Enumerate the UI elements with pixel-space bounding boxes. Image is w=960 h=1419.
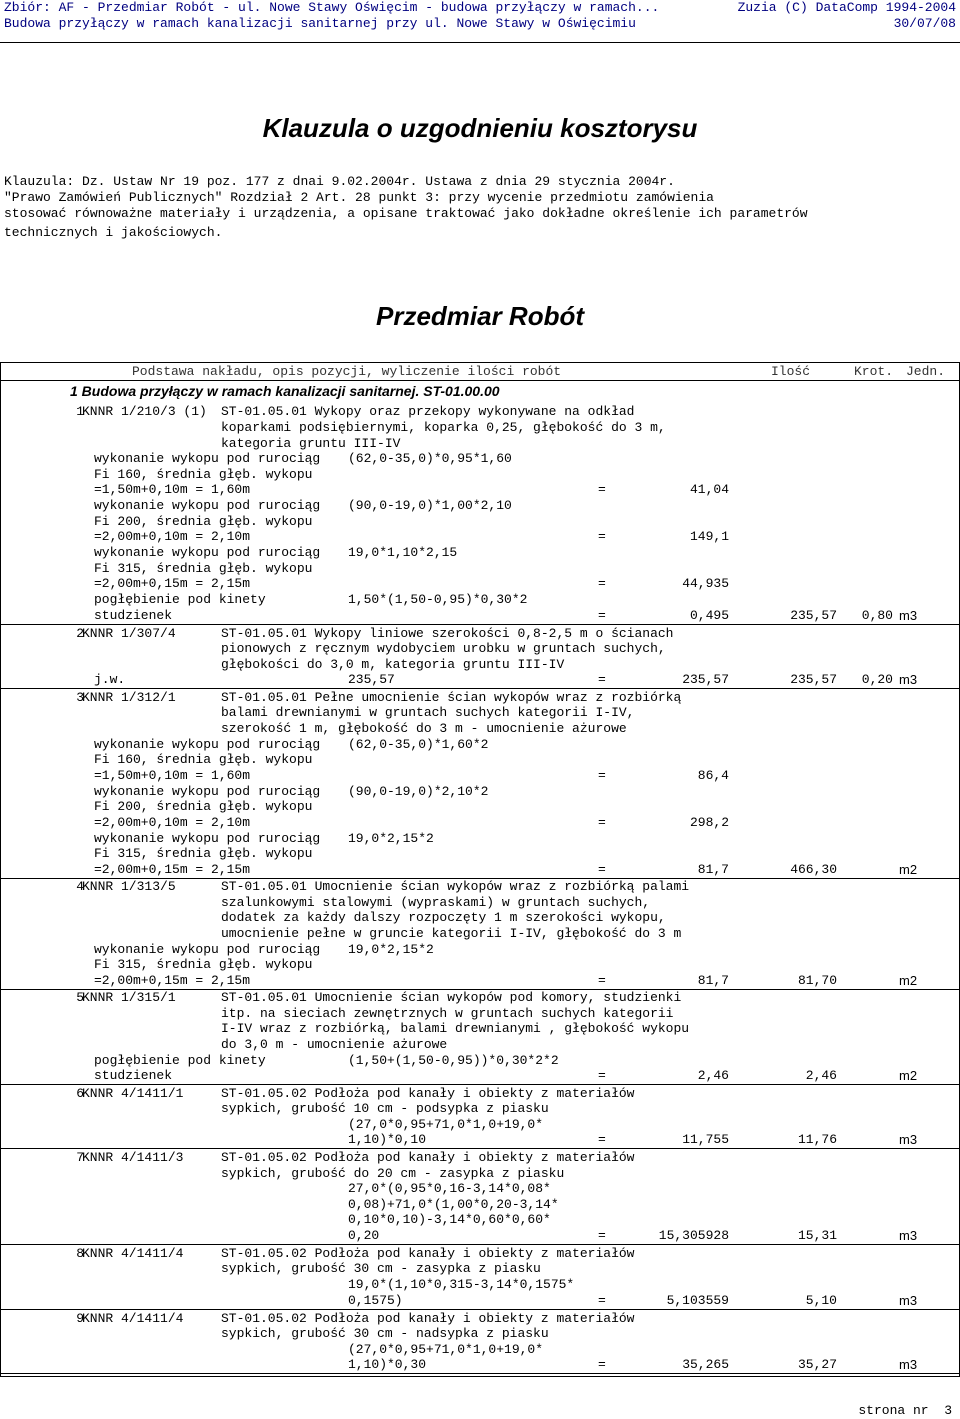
cell-formula: (1,50+(1,50-0,95))*0,30*2*2: [348, 1053, 559, 1068]
cell-eq: =: [598, 1357, 606, 1372]
cell-val: 149,1: [689, 529, 729, 544]
cell-eq: =: [598, 576, 606, 591]
cell-text: ST-01.05.01 Umocnienie ścian wykopów pod komory, studzienki: [221, 990, 682, 1005]
cell-label: wykonanie wykopu pod rurociąg: [94, 498, 321, 513]
klauzula-line: stosować równoważne materiały i urządzenia, a opisane traktować jako dokładne określenie ich parametrów: [4, 206, 808, 221]
cell-formula: 235,57: [348, 672, 395, 687]
cell-text: itp. na sieciach zewnętrznych w gruntach suchych kategorii: [221, 1006, 674, 1021]
cell-formula: (62,0-35,0)*0,95*1,60: [348, 451, 512, 466]
cell-val: 44,935: [682, 576, 729, 591]
cell-text: szalunkowymi stalowymi (wypraskami) w gruntach suchych,: [221, 895, 651, 910]
cell-qty: 15,31: [797, 1228, 837, 1243]
klauzula-line: Klauzula: Dz. Ustaw Nr 19 poz. 177 z dnai 9.02.2004r. Ustawa z dnia 29 stycznia 2004r.: [4, 174, 675, 189]
cell-label: Fi 315, średnia głęb. wykopu: [94, 957, 313, 972]
cell-text: ST-01.05.02 Podłoża pod kanały i obiekty z materiałów: [221, 1246, 635, 1261]
cell-no: 6: [76, 1086, 84, 1101]
cell-unit: m2: [899, 862, 918, 877]
item-separator: [0, 1084, 960, 1085]
cell-text: ST-01.05.02 Podłoża pod kanały i obiekty z materiałów: [221, 1311, 635, 1326]
cell-base: KNNR 1/315/1: [82, 990, 176, 1005]
cell-val: 235,57: [682, 672, 729, 687]
przedmiar-heading: Przedmiar Robót: [375, 301, 585, 331]
header-software-credit: Zuzia (C) DataComp 1994-2004: [737, 0, 956, 15]
cell-formula: 0,20: [348, 1228, 380, 1243]
cell-formula: 1,50*(1,50-0,95)*0,30*2: [348, 592, 528, 607]
cell-label: Fi 200, średnia głęb. wykopu: [94, 799, 313, 814]
cell-no: 4: [76, 879, 84, 894]
cell-text: ST-01.05.01 Umocnienie ścian wykopów wraz z rozbiórką palami: [221, 879, 690, 894]
cell-no: 2: [76, 626, 84, 641]
cell-base: KNNR 1/210/3 (1): [82, 404, 207, 419]
cell-base: KNNR 4/1411/3: [82, 1150, 184, 1165]
cell-val: 5,103559: [666, 1293, 729, 1308]
item-separator: [0, 1309, 960, 1310]
cell-formula: 1,10)*0,30: [348, 1357, 427, 1372]
cell-text: sypkich, grubość 10 cm - podsypka z piasku: [221, 1101, 549, 1116]
cell-formula: 0,10*0,10)-3,14*0,60*0,60*: [348, 1212, 551, 1227]
cell-label: j.w.: [94, 672, 126, 687]
cell-qty: 81,70: [797, 973, 837, 988]
column-header-quantity: Ilość: [771, 364, 811, 379]
cell-text: ST-01.05.01 Wykopy liniowe szerokości 0,8-2,5 m o ścianach: [221, 626, 674, 641]
cell-label: wykonanie wykopu pod rurociąg: [94, 784, 321, 799]
klauzula-line: technicznych i jakościowych.: [4, 225, 223, 240]
cell-text: ST-01.05.02 Podłoża pod kanały i obiekty z materiałów: [221, 1150, 635, 1165]
item-separator: [0, 624, 960, 625]
cell-qty: 235,57: [790, 608, 837, 623]
cell-label: pogłębienie pod kinety: [94, 1053, 266, 1068]
cell-label: =1,50m+0,10m = 1,60m: [94, 482, 251, 497]
cell-text: sypkich, grubość 30 cm - nadsypka z piasku: [221, 1326, 549, 1341]
cell-text: do 3,0 m - umocnienie ażurowe: [221, 1037, 448, 1052]
cell-val: 81,7: [697, 862, 729, 877]
cell-no: 5: [76, 990, 84, 1005]
table-left-border: [0, 362, 1, 1377]
cell-eq: =: [598, 672, 606, 687]
cell-label: Fi 160, średnia głęb. wykopu: [94, 467, 313, 482]
cell-base: KNNR 4/1411/4: [82, 1311, 184, 1326]
cell-label: =2,00m+0,15m = 2,15m: [94, 576, 251, 591]
cell-text: umocnienie pełne w gruncie kategorii I-IV, głębokość do 3 m: [221, 926, 682, 941]
header-divider: [0, 42, 960, 43]
cell-no: 9: [76, 1311, 84, 1326]
column-header-unit: Jedn.: [906, 364, 946, 379]
cell-formula: (27,0*0,95+71,0*1,0+19,0*: [348, 1342, 544, 1357]
cell-unit: m3: [899, 1357, 918, 1372]
table-top-border: [0, 362, 960, 363]
cell-label: pogłębienie pod kinety: [94, 592, 266, 607]
cell-label: Fi 160, średnia głęb. wykopu: [94, 752, 313, 767]
cell-unit: m2: [899, 1068, 918, 1083]
cell-qty: 466,30: [790, 862, 837, 877]
cell-text: kategoria gruntu III-IV: [221, 436, 401, 451]
cell-base: KNNR 4/1411/1: [82, 1086, 184, 1101]
cell-text: ST-01.05.01 Pełne umocnienie ścian wykopów wraz z rozbiórką: [221, 690, 682, 705]
cell-text: sypkich, grubość 30 cm - zasypka z piasku: [221, 1261, 541, 1276]
cell-qty: 35,27: [797, 1357, 837, 1372]
cell-krot: 0,80: [861, 608, 893, 623]
cell-eq: =: [598, 973, 606, 988]
column-header-description: Podstawa nakładu, opis pozycji, wyliczenie ilości robót: [132, 364, 562, 379]
cell-qty: 11,76: [797, 1132, 837, 1147]
cell-text: I-IV wraz z rozbiórką, balami drewnianymi , głębokość wykopu: [221, 1021, 690, 1036]
column-header-multiplier: Krot.: [854, 364, 894, 379]
item-separator: [0, 688, 960, 689]
cell-label: =2,00m+0,15m = 2,15m: [94, 862, 251, 877]
header-date: 30/07/08: [893, 16, 956, 31]
cell-label: studzienek: [94, 608, 173, 623]
cell-val: 11,755: [682, 1132, 729, 1147]
cell-label: =2,00m+0,10m = 2,10m: [94, 815, 251, 830]
cell-label: wykonanie wykopu pod rurociąg: [94, 451, 321, 466]
cell-eq: =: [598, 1293, 606, 1308]
cell-eq: =: [598, 815, 606, 830]
cell-no: 1: [76, 404, 84, 419]
cell-text: koparkami podsiębiernymi, koparka 0,25, głębokość do 3 m,: [221, 420, 666, 435]
cell-formula: (27,0*0,95+71,0*1,0+19,0*: [348, 1117, 544, 1132]
item-separator: [0, 1244, 960, 1245]
cell-val: 86,4: [697, 768, 729, 783]
cell-val: 0,495: [689, 608, 729, 623]
cell-eq: =: [598, 1068, 606, 1083]
cell-no: 8: [76, 1246, 84, 1261]
cell-text: dodatek za każdy dalszy rozpoczęty 1 m szerokości wykopu,: [221, 910, 666, 925]
cell-base: KNNR 1/312/1: [82, 690, 176, 705]
cell-label: wykonanie wykopu pod rurociąg: [94, 831, 321, 846]
page-label: strona nr: [858, 1403, 929, 1418]
cell-qty: 5,10: [805, 1293, 837, 1308]
cell-eq: =: [598, 1228, 606, 1243]
cell-unit: m3: [899, 1132, 918, 1147]
cell-qty: 235,57: [790, 672, 837, 687]
cell-text: balami drewnianymi w gruntach suchych kategorii I-IV,: [221, 705, 635, 720]
cell-text: głębokości do 3,0 m, kategoria gruntu III-IV: [221, 657, 565, 672]
item-separator: [0, 1373, 960, 1374]
cell-eq: =: [598, 529, 606, 544]
cell-formula: 27,0*(0,95*0,16-3,14*0,08*: [348, 1181, 551, 1196]
cell-unit: m3: [899, 608, 918, 623]
cell-formula: (90,0-19,0)*1,00*2,10: [348, 498, 512, 513]
cell-label: Fi 315, średnia głęb. wykopu: [94, 846, 313, 861]
cell-qty: 2,46: [805, 1068, 837, 1083]
cell-label: Fi 315, średnia głęb. wykopu: [94, 561, 313, 576]
cell-text: sypkich, grubość do 20 cm - zasypka z piasku: [221, 1166, 565, 1181]
klauzula-line: "Prawo Zamówień Publicznych" Rozdział 2 Art. 28 punkt 3: przy wycenie przedmiotu zamówienia: [4, 190, 714, 205]
cell-formula: 19,0*1,10*2,15: [348, 545, 458, 560]
cell-label: wykonanie wykopu pod rurociąg: [94, 737, 321, 752]
cell-formula: 19,0*(1,10*0,315-3,14*0,1575*: [348, 1277, 575, 1292]
cell-base: KNNR 4/1411/4: [82, 1246, 184, 1261]
cell-text: ST-01.05.02 Podłoża pod kanały i obiekty z materiałów: [221, 1086, 635, 1101]
cell-base: KNNR 1/313/5: [82, 879, 176, 894]
cell-formula: 0,08)+71,0*(1,00*0,20-3,14*: [348, 1197, 559, 1212]
cell-val: 35,265: [682, 1357, 729, 1372]
item-separator: [0, 1148, 960, 1149]
cell-formula: 1,10)*0,10: [348, 1132, 427, 1147]
cell-no: 3: [76, 690, 84, 705]
cell-text: ST-01.05.01 Wykopy oraz przekopy wykonywane na odkład: [221, 404, 635, 419]
cell-text: pionowych z ręcznym wydobyciem urobku w gruntach suchych,: [221, 641, 666, 656]
cell-no: 7: [76, 1150, 84, 1165]
cell-label: =1,50m+0,10m = 1,60m: [94, 768, 251, 783]
cell-krot: 0,20: [861, 672, 893, 687]
cell-label: wykonanie wykopu pod rurociąg: [94, 942, 321, 957]
cell-formula: 19,0*2,15*2: [348, 942, 434, 957]
cell-base: KNNR 1/307/4: [82, 626, 176, 641]
cell-val: 41,04: [689, 482, 729, 497]
section-title: 1 Budowa przyłączy w ramach kanalizacji sanitarnej. ST-01.00.00: [70, 383, 500, 399]
cell-val: 81,7: [697, 973, 729, 988]
cell-label: Fi 200, średnia głęb. wykopu: [94, 514, 313, 529]
cell-formula: 19,0*2,15*2: [348, 831, 434, 846]
cell-label: =2,00m+0,10m = 2,10m: [94, 529, 251, 544]
cell-unit: m3: [899, 672, 918, 687]
cell-eq: =: [598, 768, 606, 783]
cell-label: wykonanie wykopu pod rurociąg: [94, 545, 321, 560]
table-header-border: [0, 380, 960, 381]
cell-eq: =: [598, 608, 606, 623]
cell-formula: (90,0-19,0)*2,10*2: [348, 784, 489, 799]
klauzula-heading: Klauzula o uzgodnieniu kosztorysu: [262, 113, 698, 143]
cell-formula: (62,0-35,0)*1,60*2: [348, 737, 489, 752]
cell-label: studzienek: [94, 1068, 173, 1083]
header-project-title: Budowa przyłączy w ramach kanalizacji sanitarnej przy ul. Nowe Stawy w Oświęcimiu: [4, 16, 636, 31]
cell-eq: =: [598, 862, 606, 877]
cell-label: =2,00m+0,15m = 2,15m: [94, 973, 251, 988]
cell-unit: m3: [899, 1293, 918, 1308]
cell-val: 15,305928: [658, 1228, 729, 1243]
cell-unit: m3: [899, 1228, 918, 1243]
cell-eq: =: [598, 1132, 606, 1147]
page-number: 3: [944, 1403, 952, 1418]
cell-unit: m2: [899, 973, 918, 988]
cell-eq: =: [598, 482, 606, 497]
header-collection-title: Zbiór: AF - Przedmiar Robót - ul. Nowe Stawy Oświęcim - budowa przyłączy w ramach...: [4, 0, 660, 15]
cell-text: szerokość 1 m, głębokość do 3 m - umocnienie ażurowe: [221, 721, 627, 736]
table-bottom-border: [0, 1376, 960, 1377]
cell-formula: 0,1575): [348, 1293, 403, 1308]
cell-val: 298,2: [689, 815, 729, 830]
cell-val: 2,46: [697, 1068, 729, 1083]
